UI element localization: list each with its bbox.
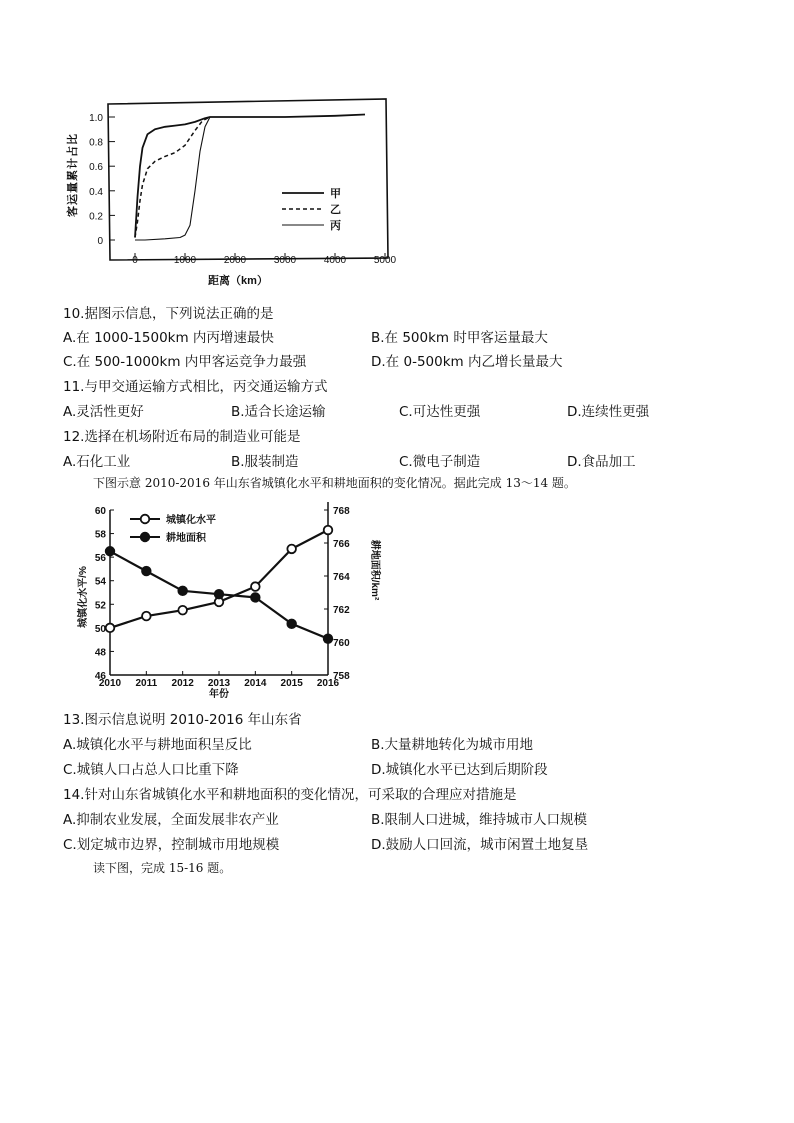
c2-point-1-1 [142,567,151,576]
c1-y-tick-label: 0.4 [89,186,103,198]
q12-stem: 12.选择在机场附近布局的制造业可能是 [63,429,301,445]
c2-left-tick-label: 46 [94,671,106,682]
c2-point-0-2 [178,606,187,615]
c2-legend-label-0: 城镇化水平 [166,515,216,526]
q11-option-a: A.灵活性更好 [63,404,144,420]
c1-plot-frame [108,99,388,260]
q10-option-a: A.在 1000-1500km 内丙增速最快 [63,330,274,346]
c2-legend-marker-0 [141,515,150,524]
c1-x-axis-label: 距离（km） [208,275,268,287]
q14-option-b: B.限制人口进城，维持城市人口规模 [371,812,588,828]
c1-x-tick-label: 2000 [223,255,247,266]
c2-left-tick-label: 52 [94,600,106,612]
q14-option-c: C.划定城市边界，控制城市用地规模 [63,837,280,853]
c2-left-tick-label: 56 [94,553,106,565]
c1-x-tick-label: 4000 [323,255,347,266]
q12-option-c: C.微电子制造 [399,454,481,470]
c1-x-tick-label: 0 [132,255,138,266]
q14-option-a: A.抑制农业发展，全面发展非农产业 [63,812,279,828]
c2-left-axis-label: 城镇化水平/% [78,566,89,628]
q10-option-d: D.在 0-500km 内乙增长量最大 [371,354,563,370]
c2-right-tick-label: 768 [333,506,350,517]
c2-point-0-4 [251,582,260,591]
c2-x-tick-label: 2010 [98,678,122,689]
c2-point-1-6 [324,634,333,643]
c2-left-tick-label: 58 [94,529,106,541]
c2-x-tick-label: 2014 [244,678,267,689]
c2-point-0-5 [287,545,296,554]
c2-point-1-2 [178,587,187,596]
q13-option-d: D.城镇化水平已达到后期阶段 [371,762,548,778]
c1-y-tick-label: 0.8 [89,137,103,149]
c2-x-tick-label: 2012 [171,678,194,689]
c1-y-tick-label: 0.6 [89,162,103,174]
c2-x-tick-label: 2016 [316,678,340,689]
c2-x-tick-label: 2011 [135,678,158,689]
c2-point-0-0 [106,624,115,633]
c2-right-tick-label: 764 [333,572,350,583]
q14-stem: 14.针对山东省城镇化水平和耕地面积的变化情况，可采取的合理应对措施是 [63,787,517,803]
q13-stem: 13.图示信息说明 2010-2016 年山东省 [63,712,302,728]
c1-x-tick-label: 1000 [173,255,197,266]
q13-option-a: A.城镇化水平与耕地面积呈反比 [63,737,252,753]
c2-point-1-4 [251,593,260,602]
c1-legend-label-1: 乙 [330,204,341,216]
c2-legend-marker-1 [141,533,150,542]
c1-y-tick-label: 1.0 [89,113,103,124]
q10-option-b: B.在 500km 时甲客运量最大 [371,330,548,346]
c2-left-tick-label: 48 [94,647,106,659]
c2-right-axis-label: 耕地面积/km² [369,539,380,601]
c2-right-tick-label: 758 [333,671,350,682]
q11-option-d: D.连续性更强 [567,404,650,420]
c1-y-axis-label: 客运量累计占比 [67,133,79,217]
c2-right-tick-label: 766 [333,539,350,550]
c2-x-tick-label: 2013 [207,678,231,689]
c2-left-tick-label: 50 [94,623,106,635]
c2-point-1-3 [215,590,224,599]
c1-x-tick-label: 5000 [373,255,397,266]
intro-15-16: 读下图，完成 15-16 题。 [93,861,232,875]
c2-legend-label-1: 耕地面积 [166,533,206,544]
c1-y-tick-label: 0 [97,236,103,247]
q11-option-b: B.适合长途运输 [231,404,326,420]
intro-13-14: 下图示意 2010-2016 年山东省城镇化水平和耕地面积的变化情况。据此完成 13～14 题。 [93,476,576,490]
c1-legend-label-2: 丙 [330,220,341,232]
c2-point-0-6 [324,526,333,535]
c2-point-1-0 [106,547,115,556]
q13-option-b: B.大量耕地转化为城市用地 [371,737,534,753]
c1-legend-label-0: 甲 [330,188,341,200]
c2-x-axis-label: 年份 [209,689,229,700]
c2-point-0-1 [142,612,151,621]
c2-left-tick-label: 60 [94,506,106,517]
urbanization-farmland-chart [0,490,794,705]
q10-option-c: C.在 500-1000km 内甲客运竞争力最强 [63,354,307,370]
c2-right-tick-label: 760 [333,638,350,649]
c2-x-tick-label: 2015 [280,678,303,689]
q13-option-c: C.城镇人口占总人口比重下降 [63,762,239,778]
q11-stem: 11.与甲交通运输方式相比，丙交通运输方式 [63,379,328,395]
q10-stem: 10.据图示信息，下列说法正确的是 [63,306,274,322]
c2-right-tick-label: 762 [333,605,350,616]
passenger-share-chart [0,0,794,300]
q12-option-d: D.食品加工 [567,454,636,470]
c2-left-tick-label: 54 [94,576,106,588]
q11-option-c: C.可达性更强 [399,404,481,420]
c2-point-1-5 [287,620,296,629]
q12-option-b: B.服装制造 [231,454,299,470]
c1-y-tick-label: 0.2 [89,211,103,223]
c1-x-tick-label: 3000 [273,255,297,266]
q14-option-d: D.鼓励人口回流，城市闲置土地复垦 [371,837,589,853]
q12-option-a: A.石化工业 [63,454,131,470]
